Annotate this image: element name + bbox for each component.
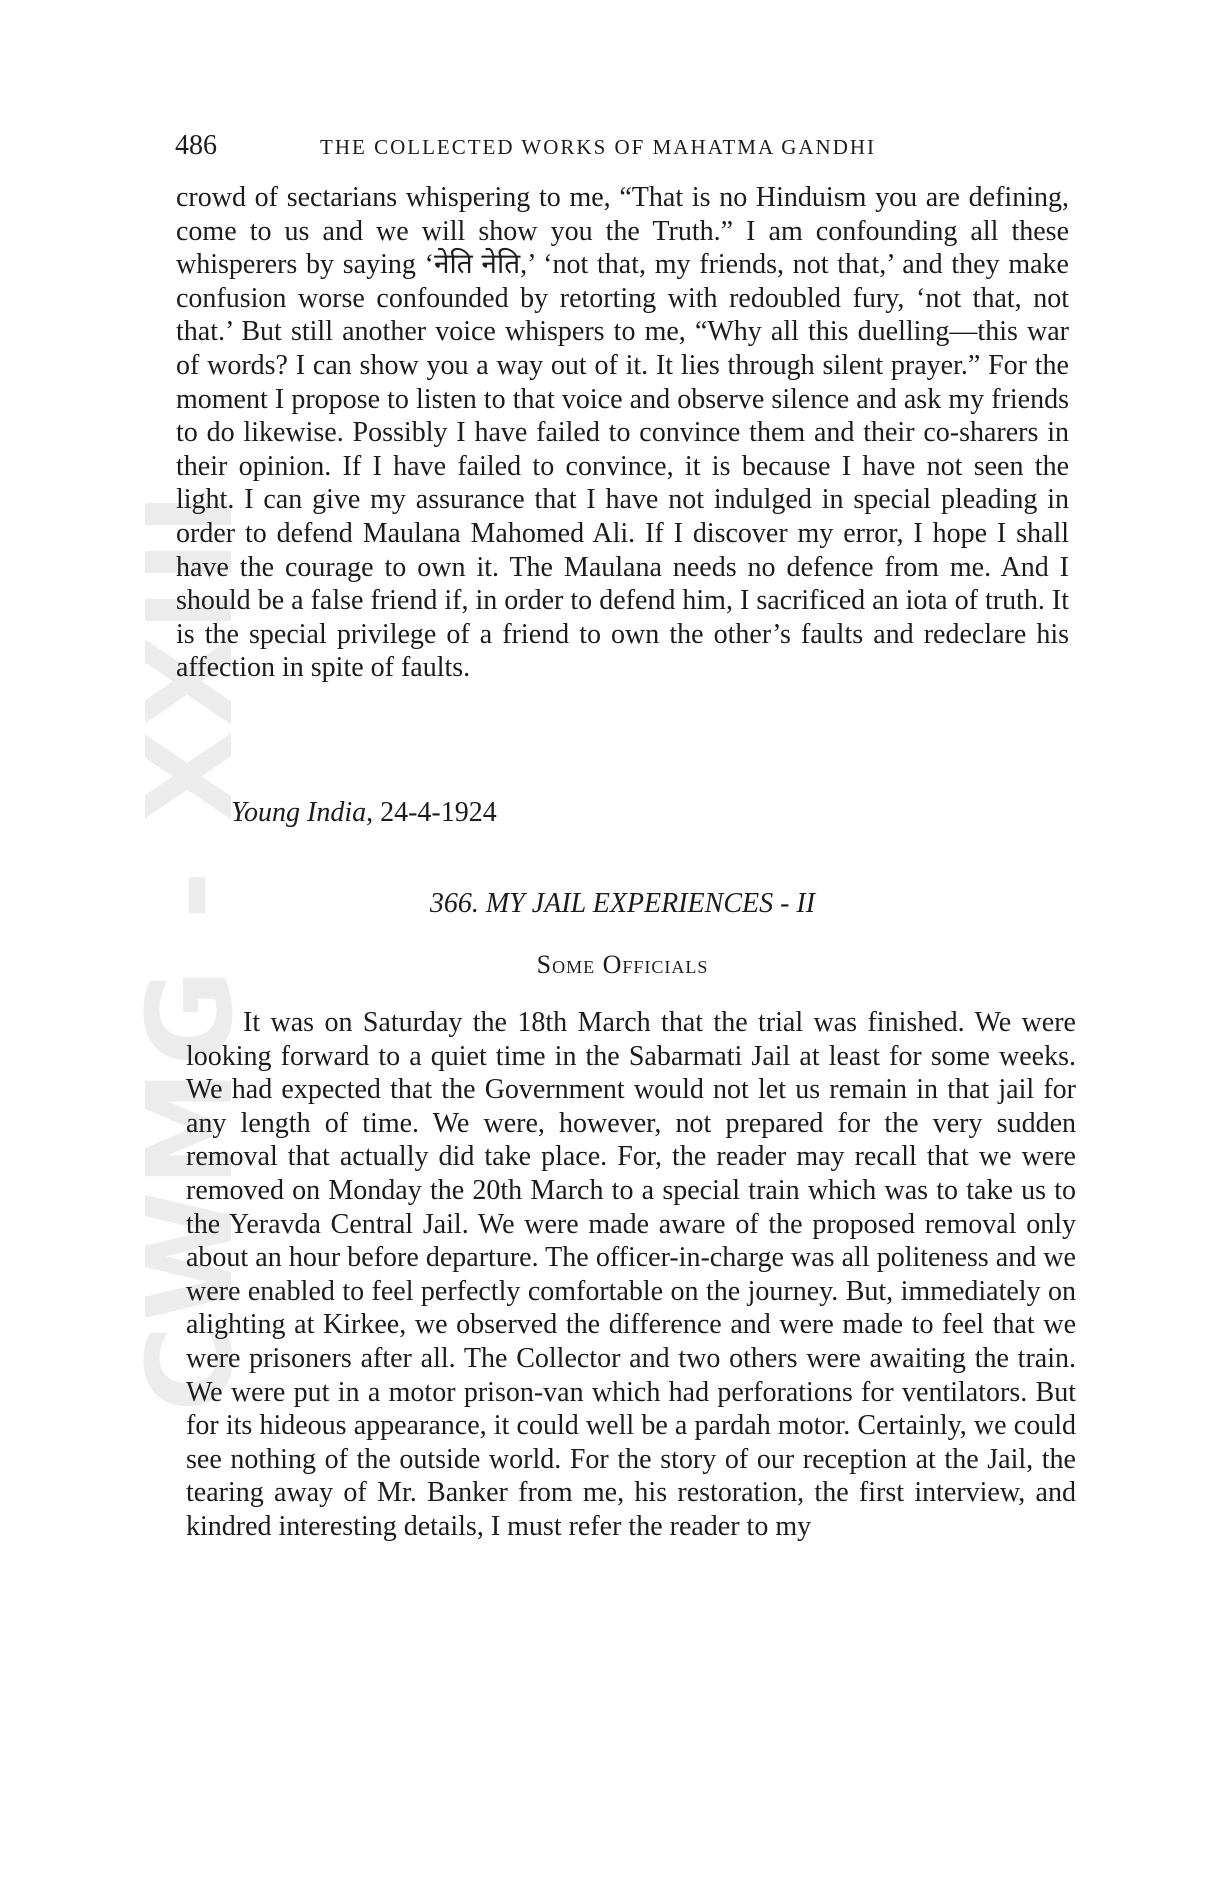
running-head-title: THE COLLECTED WORKS OF MAHATMA GANDHI <box>320 135 877 159</box>
source-publication: Young India <box>231 797 367 828</box>
running-head <box>175 130 1075 170</box>
source-separator: , <box>366 797 381 828</box>
article-body-paragraph: It was on Saturday the 18th March that the trial was finished. We were looking forward to a quiet time in the Sabarmati Jail at least for some weeks. We had expected that the Government would not let us remain in that jail for any length of time. We were, however, not prepared for the very sudden removal that actually did take place. For, the reader may recall that we were removed on Monday the 20th March to a special train which was to take us to the Yeravda Central Jail. We were made aware of the proposed removal only about an hour before departure. The officer-in-charge was all politeness and we were enabled to feel perfectly comfortable on the journey. But, immediately on alighting at Kirkee, we observed the difference and were made to feel that we were prisoners after all. The Collector and two others were awaiting the train. We were put in a motor prison-van which had perforations for ventilators. But for its hideous appearance, it could well be a pardah motor. Certainly, we could see nothing of the outside world. For the story of our reception at the Jail, the tearing away of Mr. Banker from me, his restoration, the first interview, and kindred interesting details, I must refer the reader to my <box>186 1007 1076 1542</box>
continued-paragraph: crowd of sectarians whispering to me, “That is no Hinduism you are defining, come to us and we will show you the Truth.” I am confounding all these whisperers by saying ‘नेति नेति,’ ‘not that, my friends, not that,’ and they make confusion worse confounded by retorting with redoubled fury, ‘not that, not that.’ But still another voice whispers to me, “Why all this duelling—this war of words? I can show you a way out of it. It lies through silent prayer.” For the moment I propose to listen to that voice and observe silence and ask my friends to do likewise. Possibly I have failed to convince them and their co-sharers in their opinion. If I have failed to convince, it is because I have not seen the light. I can give my assurance that I have not indulged in special pleading in order to defend Maulana Mahomed Ali. If I discover my error, I hope I shall have the courage to own it. The Maulana needs no defence from me. And I should be a false friend if, in order to defend him, I sacrificed an iota of truth. It is the special privilege of a friend to own the other’s faults and redeclare his affection in spite of faults. <box>176 182 1069 684</box>
section-subtitle: Some Officials <box>536 950 709 979</box>
source-date: 24-4-1924 <box>380 797 497 828</box>
article-title: 366. MY JAIL EXPERIENCES - II <box>429 888 816 919</box>
watermark-text: CWMG - XXIII <box>121 488 259 1412</box>
page-number: 486 <box>175 130 217 161</box>
source-citation <box>231 797 497 829</box>
